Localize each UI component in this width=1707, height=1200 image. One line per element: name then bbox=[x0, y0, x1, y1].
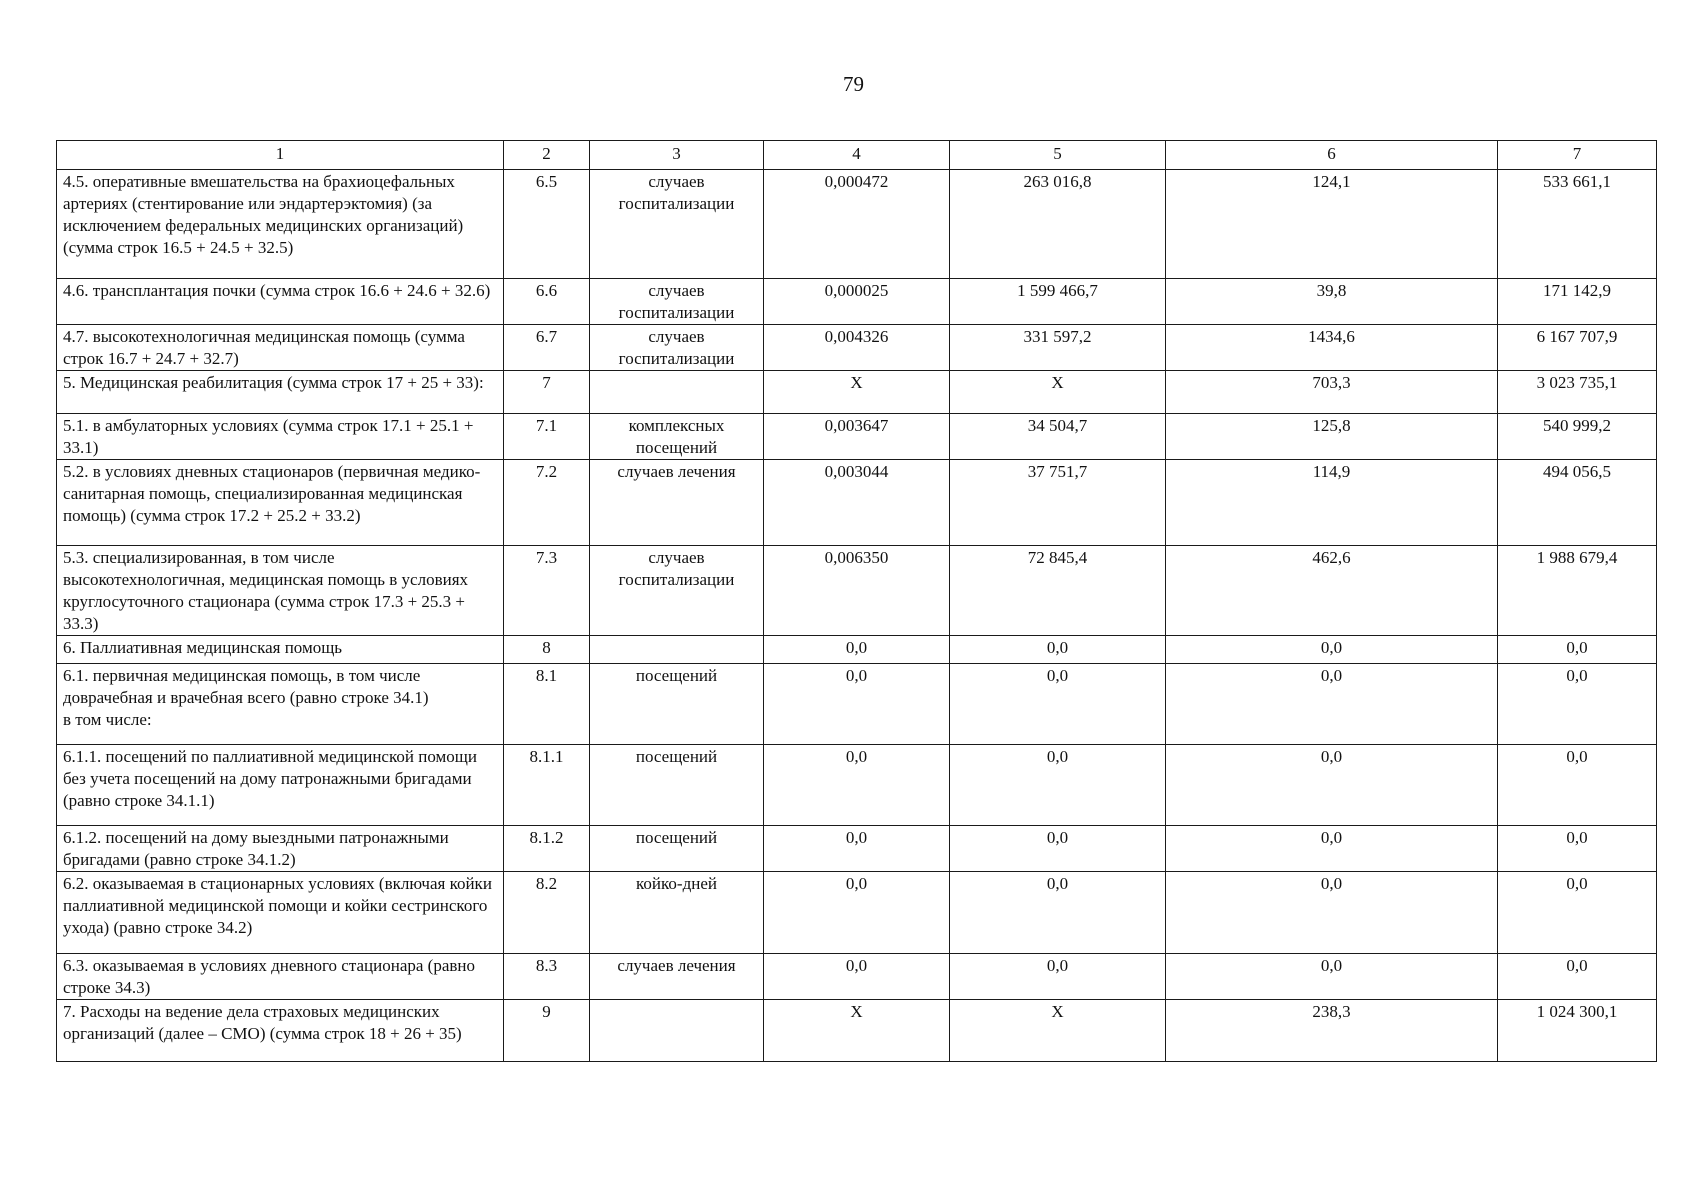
volume-norm-cell: X bbox=[764, 1000, 950, 1062]
cost-norm-cell: X bbox=[950, 1000, 1166, 1062]
row-name-cell bbox=[57, 414, 504, 460]
total-cost-cell: 0,0 bbox=[1498, 826, 1657, 872]
total-cost-cell: 171 142,9 bbox=[1498, 279, 1657, 325]
unit-cell bbox=[590, 371, 764, 414]
row-code-cell: 8.1 bbox=[504, 664, 590, 745]
row-name-text: 7. Расходы на ведение дела страховых медицинских организаций (далее – СМО) (сумма строк 18 + 26 + 35) bbox=[63, 1002, 462, 1043]
total-cost-cell: 533 661,1 bbox=[1498, 170, 1657, 279]
table-row bbox=[57, 325, 1657, 371]
row-name-text: 6. Паллиативная медицинская помощь bbox=[63, 638, 343, 657]
unit-cell: посещений bbox=[590, 664, 764, 745]
cost-norm-cell: 1 599 466,7 bbox=[950, 279, 1166, 325]
cost-norm-cell: 0,0 bbox=[950, 826, 1166, 872]
total-cost-cell: 0,0 bbox=[1498, 745, 1657, 826]
total-cost-cell: 540 999,2 bbox=[1498, 414, 1657, 460]
per-capita-cell: 124,1 bbox=[1166, 170, 1498, 279]
per-capita-cell: 125,8 bbox=[1166, 414, 1498, 460]
row-name-cell bbox=[57, 371, 504, 414]
table-row bbox=[57, 546, 1657, 636]
row-code-cell: 8.1.1 bbox=[504, 745, 590, 826]
data-table bbox=[56, 140, 1657, 1062]
column-header: 6 bbox=[1166, 141, 1498, 170]
volume-norm-cell: X bbox=[764, 371, 950, 414]
row-name-text: 6.3. оказываемая в условиях дневного стационара (равно строке 34.3) bbox=[63, 956, 475, 997]
cost-norm-cell: 37 751,7 bbox=[950, 460, 1166, 546]
row-name-cell bbox=[57, 546, 504, 636]
row-name-cell bbox=[57, 279, 504, 325]
row-name-text: (равно строке 34.1.1) bbox=[63, 791, 215, 810]
row-name-text: 4.6. трансплантация почки (сумма строк 16.6 + 24.6 + 32.6) bbox=[63, 281, 491, 300]
row-name-text: 6.2. оказываемая в стационарных условиях (включая койки паллиативной медицинской помощи и койки сестринского ухода) (равно строке 34.2) bbox=[63, 874, 492, 937]
row-name-cell bbox=[57, 170, 504, 279]
per-capita-cell: 0,0 bbox=[1166, 636, 1498, 664]
per-capita-cell: 0,0 bbox=[1166, 872, 1498, 954]
row-name-cell bbox=[57, 872, 504, 954]
total-cost-cell: 0,0 bbox=[1498, 664, 1657, 745]
table-row bbox=[57, 414, 1657, 460]
per-capita-cell: 703,3 bbox=[1166, 371, 1498, 414]
cost-norm-cell: 0,0 bbox=[950, 664, 1166, 745]
per-capita-cell: 0,0 bbox=[1166, 664, 1498, 745]
row-name-text: 6.1.1. посещений по паллиативной медицинской помощи без учета посещений на дому патронажными бригадами bbox=[63, 747, 477, 788]
cost-norm-cell: 0,0 bbox=[950, 954, 1166, 1000]
cost-norm-cell: 0,0 bbox=[950, 872, 1166, 954]
row-code-cell: 8.1.2 bbox=[504, 826, 590, 872]
cost-norm-cell: 34 504,7 bbox=[950, 414, 1166, 460]
cost-norm-cell: 331 597,2 bbox=[950, 325, 1166, 371]
page-number: 79 bbox=[843, 72, 864, 96]
cost-norm-cell: 0,0 bbox=[950, 745, 1166, 826]
per-capita-cell: 0,0 bbox=[1166, 954, 1498, 1000]
row-name-cell bbox=[57, 1000, 504, 1062]
row-name-text: 4.5. оперативные вмешательства на брахиоцефальных артериях (стентирование или эндартерэктомия) (за исключением федеральных медицинских организаций) (сумма строк 16.5 + 24.5 + 32.5) bbox=[63, 172, 464, 257]
unit-cell: случаев госпитализации bbox=[590, 279, 764, 325]
unit-cell: посещений bbox=[590, 826, 764, 872]
row-name-text: 5.1. в амбулаторных условиях (сумма строк 17.1 + 25.1 + 33.1) bbox=[63, 416, 474, 457]
row-name-text: 5.2. в условиях дневных стационаров (первичная медико-санитарная помощь, специализированная медицинская помощь) (сумма строк 17.2 + 25.2 + 33.2) bbox=[63, 462, 481, 525]
row-code-cell: 7.2 bbox=[504, 460, 590, 546]
per-capita-cell: 114,9 bbox=[1166, 460, 1498, 546]
table-row bbox=[57, 636, 1657, 664]
table-body bbox=[57, 170, 1657, 1062]
row-code-cell: 7 bbox=[504, 371, 590, 414]
per-capita-cell: 462,6 bbox=[1166, 546, 1498, 636]
volume-norm-cell: 0,0 bbox=[764, 872, 950, 954]
column-header: 7 bbox=[1498, 141, 1657, 170]
row-name-cell bbox=[57, 460, 504, 546]
total-cost-cell: 1 024 300,1 bbox=[1498, 1000, 1657, 1062]
table-row bbox=[57, 954, 1657, 1000]
table-row bbox=[57, 872, 1657, 954]
volume-norm-cell: 0,0 bbox=[764, 954, 950, 1000]
total-cost-cell: 0,0 bbox=[1498, 954, 1657, 1000]
row-code-cell: 6.6 bbox=[504, 279, 590, 325]
total-cost-cell: 1 988 679,4 bbox=[1498, 546, 1657, 636]
row-code-cell: 8.2 bbox=[504, 872, 590, 954]
table-row bbox=[57, 745, 1657, 826]
table-row bbox=[57, 664, 1657, 745]
row-code-cell: 6.5 bbox=[504, 170, 590, 279]
volume-norm-cell: 0,004326 bbox=[764, 325, 950, 371]
unit-cell: случаев госпитализации bbox=[590, 170, 764, 279]
row-name-text: 5.3. специализированная, в том числе высокотехнологичная, медицинская помощь в условиях круглосуточного стационара (сумма строк 17.3 + 25.3 + 33.3) bbox=[63, 548, 469, 633]
unit-cell: комплексных посещений bbox=[590, 414, 764, 460]
row-name-cell bbox=[57, 954, 504, 1000]
cost-norm-cell: 263 016,8 bbox=[950, 170, 1166, 279]
volume-norm-cell: 0,0 bbox=[764, 664, 950, 745]
unit-cell: случаев госпитализации bbox=[590, 546, 764, 636]
row-name-text: 6.1.2. посещений на дому выездными патронажными бригадами (равно строке 34.1.2) bbox=[63, 828, 449, 869]
column-header: 1 bbox=[57, 141, 504, 170]
row-name-text: 4.7. высокотехнологичная медицинская помощь (сумма строк 16.7 + 24.7 + 32.7) bbox=[63, 327, 465, 368]
per-capita-cell: 0,0 bbox=[1166, 826, 1498, 872]
row-code-cell: 8.3 bbox=[504, 954, 590, 1000]
row-name-cell bbox=[57, 826, 504, 872]
volume-norm-cell: 0,003647 bbox=[764, 414, 950, 460]
row-code-cell: 9 bbox=[504, 1000, 590, 1062]
cost-norm-cell: 0,0 bbox=[950, 636, 1166, 664]
volume-norm-cell: 0,003044 bbox=[764, 460, 950, 546]
row-name-text: в том числе: bbox=[63, 710, 152, 729]
volume-norm-cell: 0,0 bbox=[764, 745, 950, 826]
column-header: 4 bbox=[764, 141, 950, 170]
per-capita-cell: 0,0 bbox=[1166, 745, 1498, 826]
per-capita-cell: 1434,6 bbox=[1166, 325, 1498, 371]
volume-norm-cell: 0,0 bbox=[764, 826, 950, 872]
total-cost-cell: 6 167 707,9 bbox=[1498, 325, 1657, 371]
unit-cell: случаев лечения bbox=[590, 954, 764, 1000]
unit-cell bbox=[590, 1000, 764, 1062]
volume-norm-cell: 0,0 bbox=[764, 636, 950, 664]
total-cost-cell: 494 056,5 bbox=[1498, 460, 1657, 546]
row-code-cell: 6.7 bbox=[504, 325, 590, 371]
row-code-cell: 8 bbox=[504, 636, 590, 664]
per-capita-cell: 238,3 bbox=[1166, 1000, 1498, 1062]
table-row bbox=[57, 460, 1657, 546]
volume-norm-cell: 0,000025 bbox=[764, 279, 950, 325]
row-code-cell: 7.1 bbox=[504, 414, 590, 460]
volume-norm-cell: 0,006350 bbox=[764, 546, 950, 636]
unit-cell: случаев лечения bbox=[590, 460, 764, 546]
cost-norm-cell: X bbox=[950, 371, 1166, 414]
per-capita-cell: 39,8 bbox=[1166, 279, 1498, 325]
total-cost-cell: 0,0 bbox=[1498, 872, 1657, 954]
unit-cell bbox=[590, 636, 764, 664]
table-row bbox=[57, 826, 1657, 872]
unit-cell: койко-дней bbox=[590, 872, 764, 954]
unit-cell: случаев госпитализации bbox=[590, 325, 764, 371]
row-name-cell bbox=[57, 325, 504, 371]
total-cost-cell: 0,0 bbox=[1498, 636, 1657, 664]
unit-cell: посещений bbox=[590, 745, 764, 826]
cost-norm-cell: 72 845,4 bbox=[950, 546, 1166, 636]
column-header: 5 bbox=[950, 141, 1166, 170]
column-header: 2 bbox=[504, 141, 590, 170]
table-header bbox=[57, 141, 1657, 170]
row-name-cell bbox=[57, 636, 504, 664]
table-row bbox=[57, 371, 1657, 414]
table-row bbox=[57, 170, 1657, 279]
row-name-cell bbox=[57, 664, 504, 745]
total-cost-cell: 3 023 735,1 bbox=[1498, 371, 1657, 414]
table-row bbox=[57, 279, 1657, 325]
row-name-text: 5. Медицинская реабилитация (сумма строк 17 + 25 + 33): bbox=[63, 373, 484, 392]
row-name-text: 6.1. первичная медицинская помощь, в том числе доврачебная и врачебная всего (равно строке 34.1) bbox=[63, 666, 429, 707]
volume-norm-cell: 0,000472 bbox=[764, 170, 950, 279]
table-row bbox=[57, 1000, 1657, 1062]
column-header: 3 bbox=[590, 141, 764, 170]
row-code-cell: 7.3 bbox=[504, 546, 590, 636]
header-row bbox=[57, 141, 1657, 170]
row-name-cell bbox=[57, 745, 504, 826]
